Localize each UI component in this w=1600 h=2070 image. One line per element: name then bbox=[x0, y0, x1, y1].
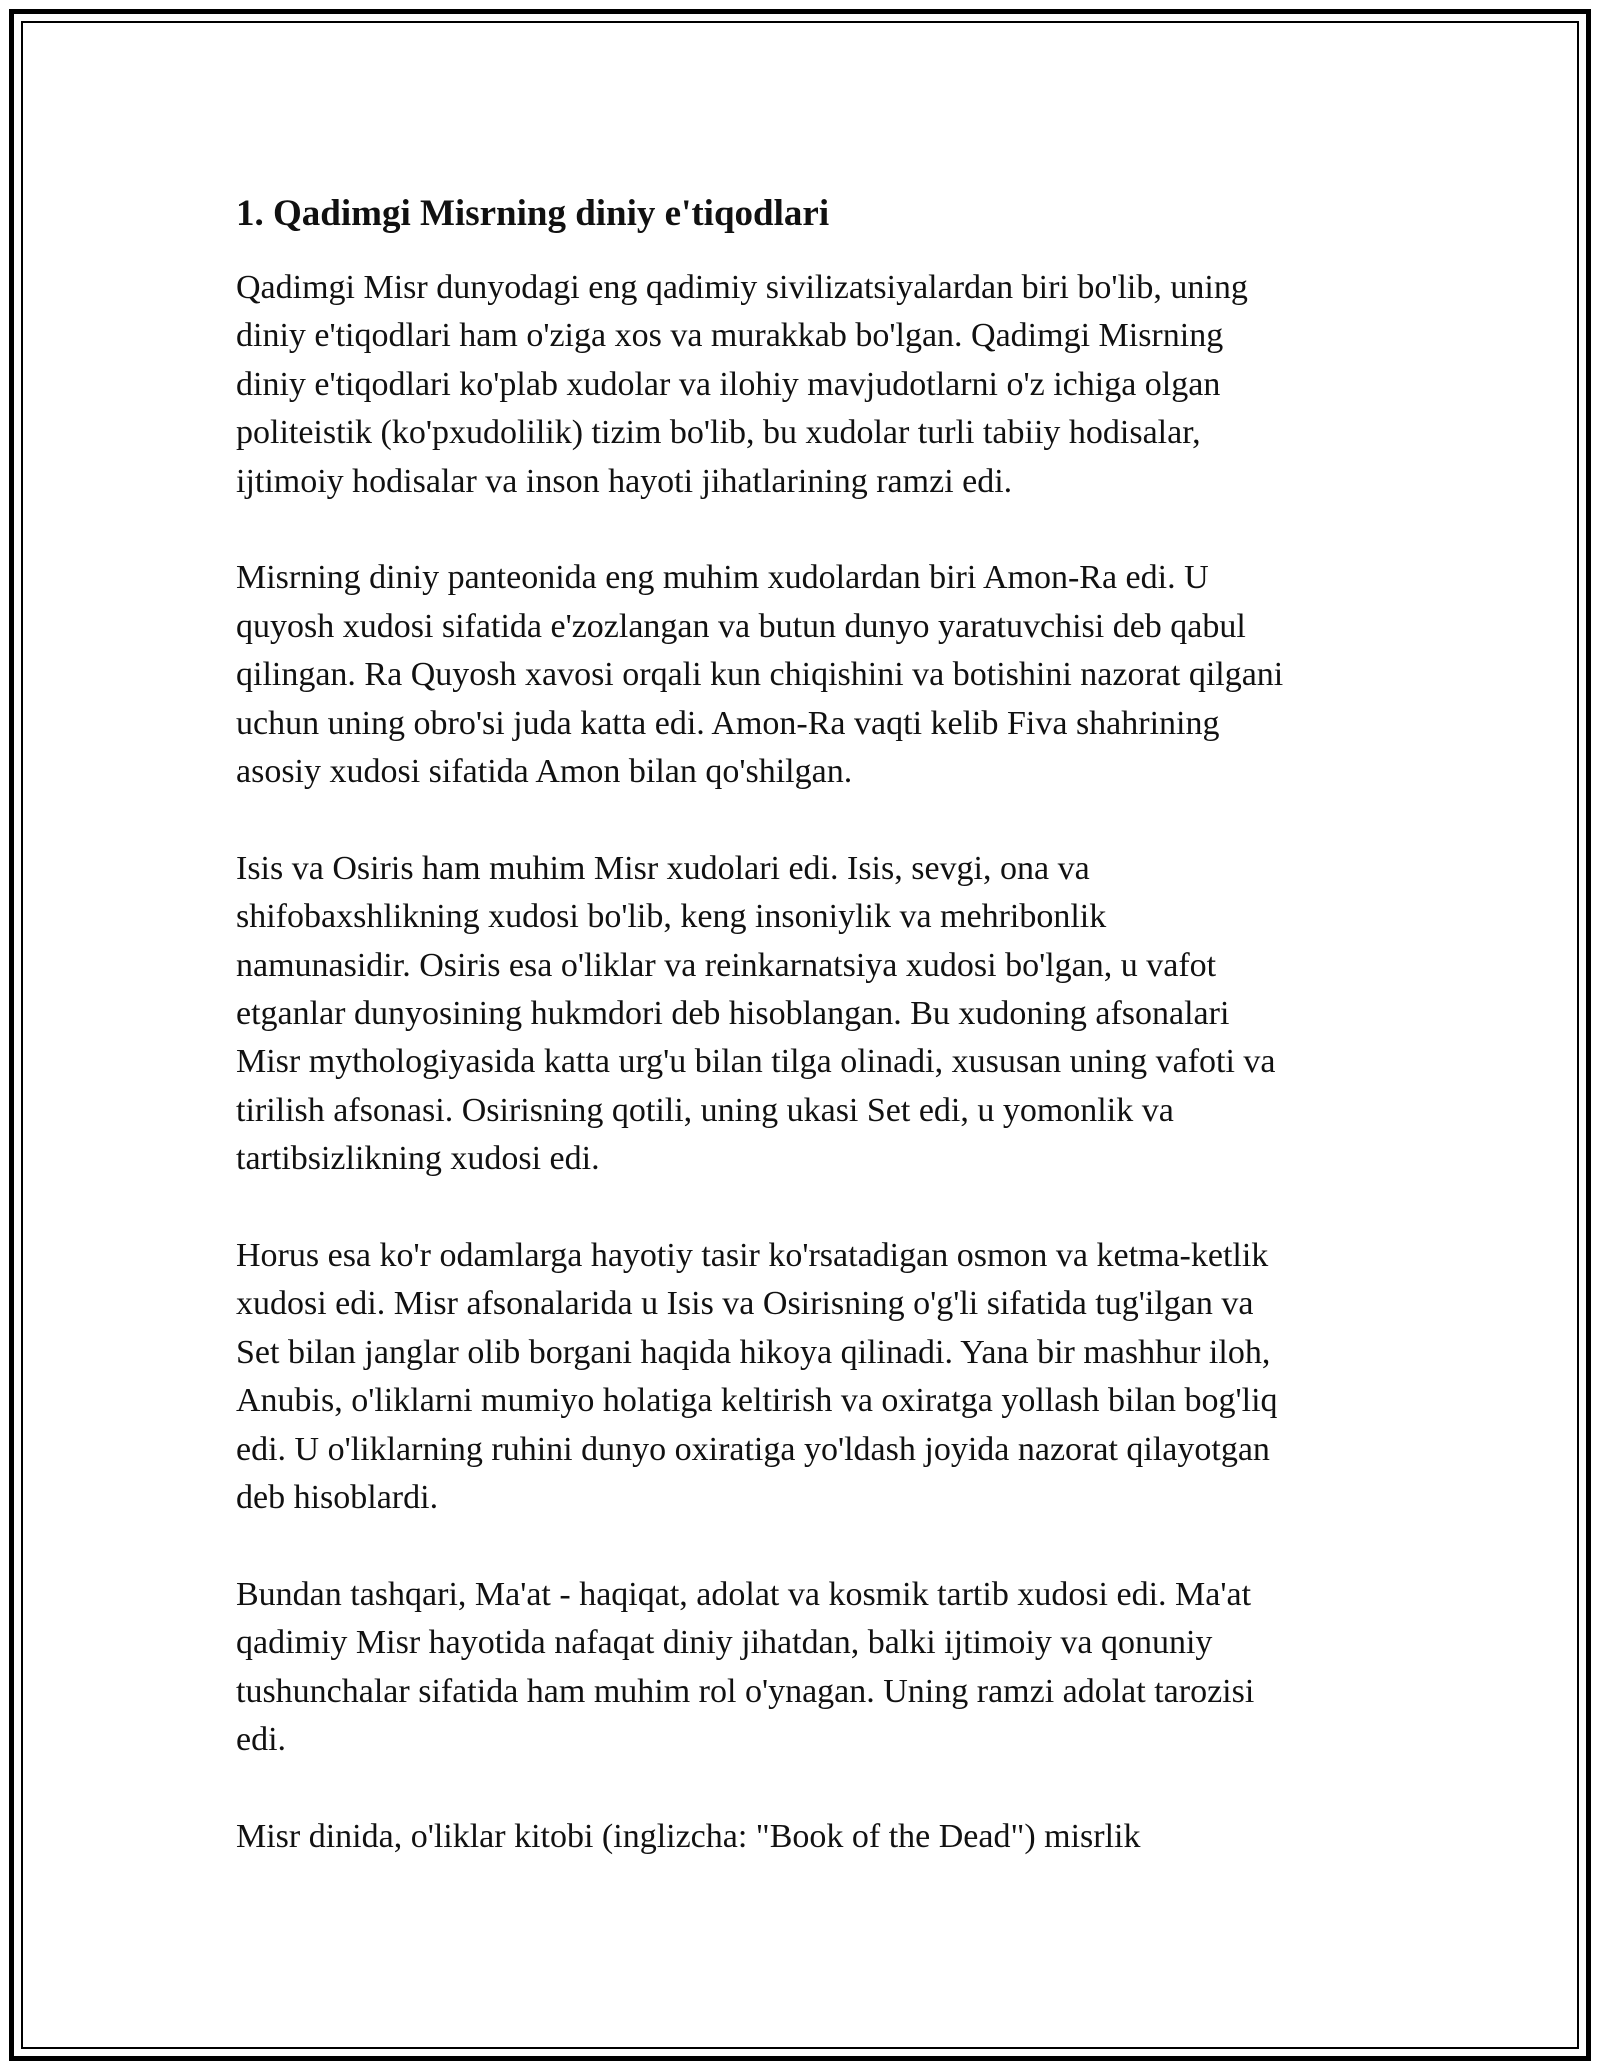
text-line: xudosi edi. Misr afsonalarida u Isis va Osirisning o'g'li sifatida tug'ilgan va bbox=[236, 1285, 1254, 1323]
paragraph bbox=[236, 1232, 1386, 1522]
text-line: diniy e'tiqodlari ko'plab xudolar va ilohiy mavjudotlarni o'z ichiga olgan bbox=[236, 365, 1221, 403]
text-line: quyosh xudosi sifatida e'zozlangan va butun dunyo yaratuvchisi deb qabul bbox=[236, 607, 1246, 645]
document-body bbox=[236, 186, 1386, 1910]
text-line: tushunchalar sifatida ham muhim rol o'ynagan. Uning ramzi adolat tarozisi bbox=[236, 1672, 1255, 1710]
text-line: edi. bbox=[236, 1721, 287, 1759]
text-line: Anubis, o'liklarni mumiyo holatiga keltirish va oxiratga yollash bilan bog'liq bbox=[236, 1382, 1278, 1420]
text-line: tartibsizlikning xudosi edi. bbox=[236, 1140, 600, 1178]
paragraph bbox=[236, 1571, 1386, 1765]
text-line: tirilish afsonasi. Osirisning qotili, uning ukasi Set edi, u yomonlik va bbox=[236, 1091, 1174, 1129]
text-line: Qadimgi Misr dunyodagi eng qadimiy sivilizatsiyalardan biri bo'lib, uning bbox=[236, 269, 1248, 306]
text-line: Horus esa ko'r odamlarga hayotiy tasir ko'rsatadigan osmon va ketma-ketlik bbox=[236, 1237, 1269, 1275]
text-line: qadimiy Misr hayotida nafaqat diniy jihatdan, balki ijtimoiy va qonuniy bbox=[236, 1624, 1213, 1662]
text-line: Bundan tashqari, Ma'at - haqiqat, adolat va kosmik tartib xudosi edi. Ma'at bbox=[236, 1575, 1252, 1613]
paragraph bbox=[236, 264, 1386, 506]
text-line: Set bilan janglar olib borgani haqida hikoya qilinadi. Yana bir mashhur iloh, bbox=[236, 1333, 1271, 1371]
text-line: edi. U o'liklarning ruhini dunyo oxiratiga yo'ldash joyida nazorat qilayotgan bbox=[236, 1430, 1270, 1468]
text-line: qilingan. Ra Quyosh xavosi orqali kun chiqishini va botishini nazorat qilgani bbox=[236, 656, 1284, 694]
text-line: ijtimoiy hodisalar va inson hayoti jihatlarining ramzi edi. bbox=[236, 462, 1013, 500]
text-line: namunasidir. Osiris esa o'liklar va reinkarnatsiya xudosi bo'lgan, u vafot bbox=[236, 946, 1217, 984]
text-line: Misr dinida, o'liklar kitobi (inglizcha: "Book of the Dead") misrlik bbox=[236, 1817, 1141, 1855]
text-line: politeistik (ko'pxudolilik) tizim bo'lib, bu xudolar turli tabiiy hodisalar, bbox=[236, 414, 1201, 452]
text-line: Misrning diniy panteonida eng muhim xudolardan biri Amon-Ra edi. U bbox=[236, 559, 1209, 597]
text-line: asosiy xudosi sifatida Amon bilan qo'shilgan. bbox=[236, 753, 853, 791]
paragraph bbox=[236, 554, 1386, 796]
text-line: uchun uning obro'si juda katta edi. Amon-Ra vaqti kelib Fiva shahrining bbox=[236, 704, 1220, 742]
section-heading: 1. Qadimgi Misrning diniy e'tiqodlari bbox=[236, 193, 830, 234]
paragraph bbox=[236, 845, 1386, 1184]
text-line: shifobaxshlikning xudosi bo'lib, keng insoniylik va mehribonlik bbox=[236, 898, 1107, 936]
text-line: Isis va Osiris ham muhim Misr xudolari edi. Isis, sevgi, ona va bbox=[236, 849, 1090, 887]
text-line: Misr mythologiyasida katta urg'u bilan tilga olinadi, xususan uning vafoti va bbox=[236, 1043, 1276, 1081]
paragraph bbox=[236, 1813, 1386, 1861]
text-line: etganlar dunyosining hukmdori deb hisoblangan. Bu xudoning afsonalari bbox=[236, 995, 1230, 1033]
text-line: diniy e'tiqodlari ham o'ziga xos va murakkab bo'lgan. Qadimgi Misrning bbox=[236, 317, 1224, 355]
text-line: deb hisoblardi. bbox=[236, 1479, 439, 1517]
